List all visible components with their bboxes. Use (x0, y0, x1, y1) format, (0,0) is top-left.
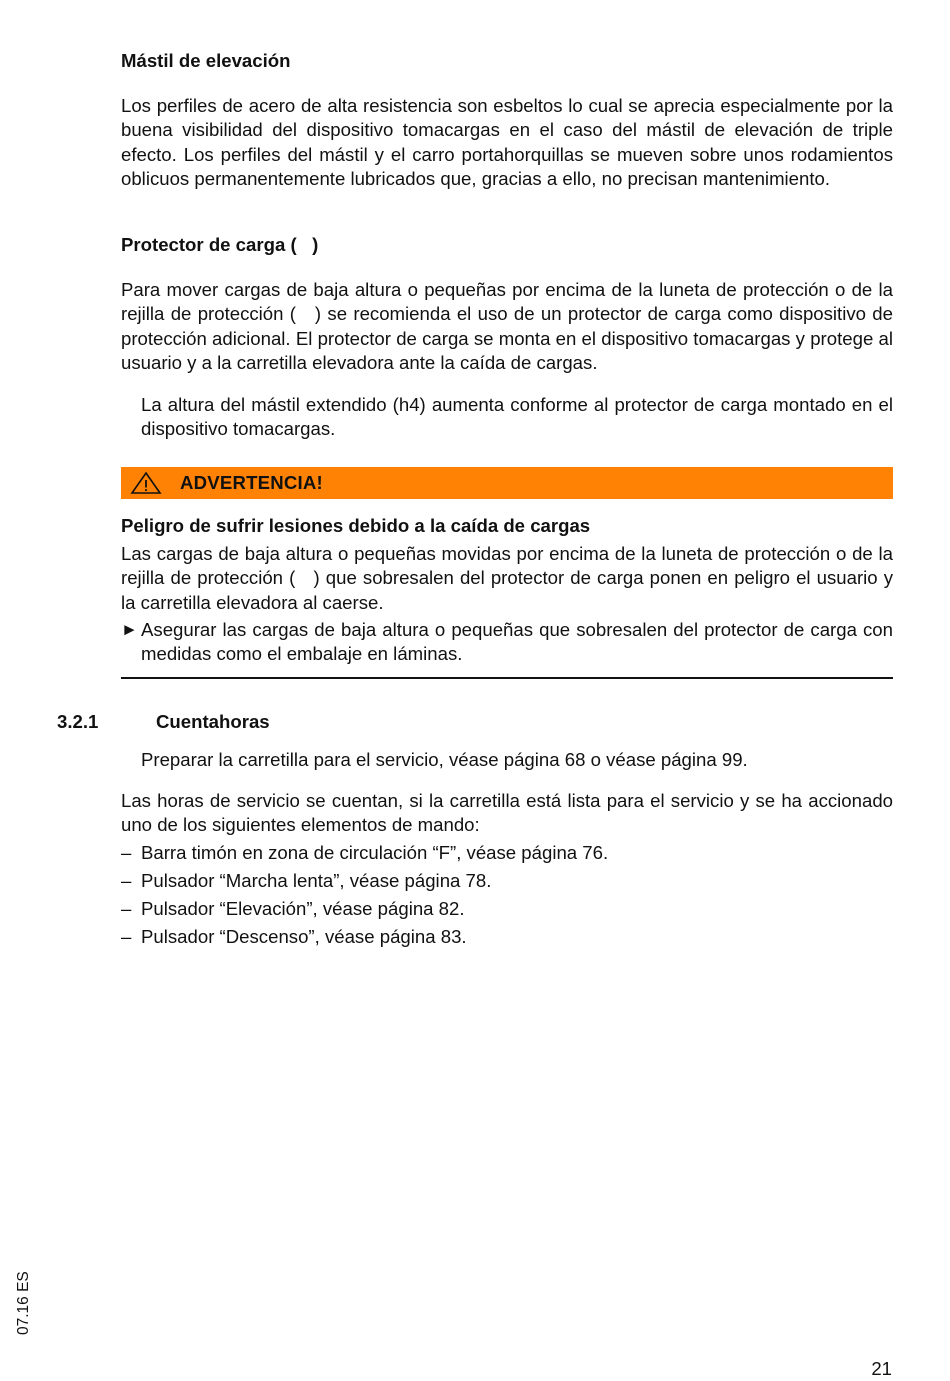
warning-label: ADVERTENCIA! (180, 471, 323, 493)
section-heading-load-guard: Protector de carga ( ) (121, 234, 319, 255)
page-number: 21 (871, 1358, 892, 1379)
list-dash: – (121, 870, 132, 891)
list-item (121, 897, 893, 921)
warning-divider (121, 677, 893, 679)
warning-action (121, 618, 893, 667)
warning-banner (121, 467, 893, 499)
warning-triangle-icon (130, 471, 162, 495)
hour-meter-note: Preparar la carretilla para el servicio, véase página 68 o véase página 99. (141, 749, 748, 770)
section-heading-mast: Mástil de elevación (121, 50, 291, 71)
warning-title: Peligro de sufrir lesiones debido a la caída de cargas (121, 515, 591, 536)
list-dash: – (121, 842, 132, 863)
list-item (121, 925, 893, 949)
edition-code: 07.16 ES (15, 1271, 32, 1335)
list-item-text: Pulsador “Elevación”, véase página 82. (141, 898, 465, 919)
load-guard-paragraph: Para mover cargas de baja altura o pequeñas por encima de la luneta de protección o de la rejilla de protección ( ) se recomienda el uso de un protector de carga como dispositivo de protección adicional. El protector de carga se monta en el dispositivo tomacargas y protege al usuario y a la carretilla elevadora ante la caída de cargas. (121, 279, 899, 374)
section-number: 3.2.1 (57, 711, 99, 732)
section-heading-hour-meter: Cuentahoras (156, 711, 270, 732)
action-arrow-icon: ► (121, 620, 138, 639)
mast-paragraph: Los perfiles de acero de alta resistencia son esbeltos lo cual se aprecia especialmente por la buena visibilidad del dispositivo tomacargas en el caso del mástil de elevación de triple efecto. Los perfiles del mástil y el carro portahorquillas se mueven sobre unos rodamientos oblicuos permanentemente lubricados que, gracias a ello, no precisan mantenimiento. (121, 95, 893, 190)
load-guard-note: La altura del mástil extendido (h4) aumenta conforme al protector de carga montado en el dispositivo tomacargas. (141, 394, 893, 440)
warning-action-text: Asegurar las cargas de baja altura o pequeñas que sobresalen del protector de carga con medidas como el embalaje en láminas. (141, 619, 893, 665)
hour-meter-paragraph: Las horas de servicio se cuentan, si la carretilla está lista para el servicio y se ha accionado uno de los siguientes elementos de mando: (121, 790, 893, 836)
list-item-text: Pulsador “Marcha lenta”, véase página 78. (141, 870, 492, 891)
list-item-text: Pulsador “Descenso”, véase página 83. (141, 926, 467, 947)
list-item (121, 841, 893, 865)
list-dash: – (121, 898, 132, 919)
list-item (121, 869, 893, 893)
warning-paragraph: Las cargas de baja altura o pequeñas movidas por encima de la luneta de protección o de la rejilla de protección ( ) que sobresalen del protector de carga ponen en peligro el usuario y la carretilla elevadora al caerse. (121, 543, 899, 613)
list-item-text: Barra timón en zona de circulación “F”, véase página 76. (141, 842, 609, 863)
list-dash: – (121, 926, 132, 947)
